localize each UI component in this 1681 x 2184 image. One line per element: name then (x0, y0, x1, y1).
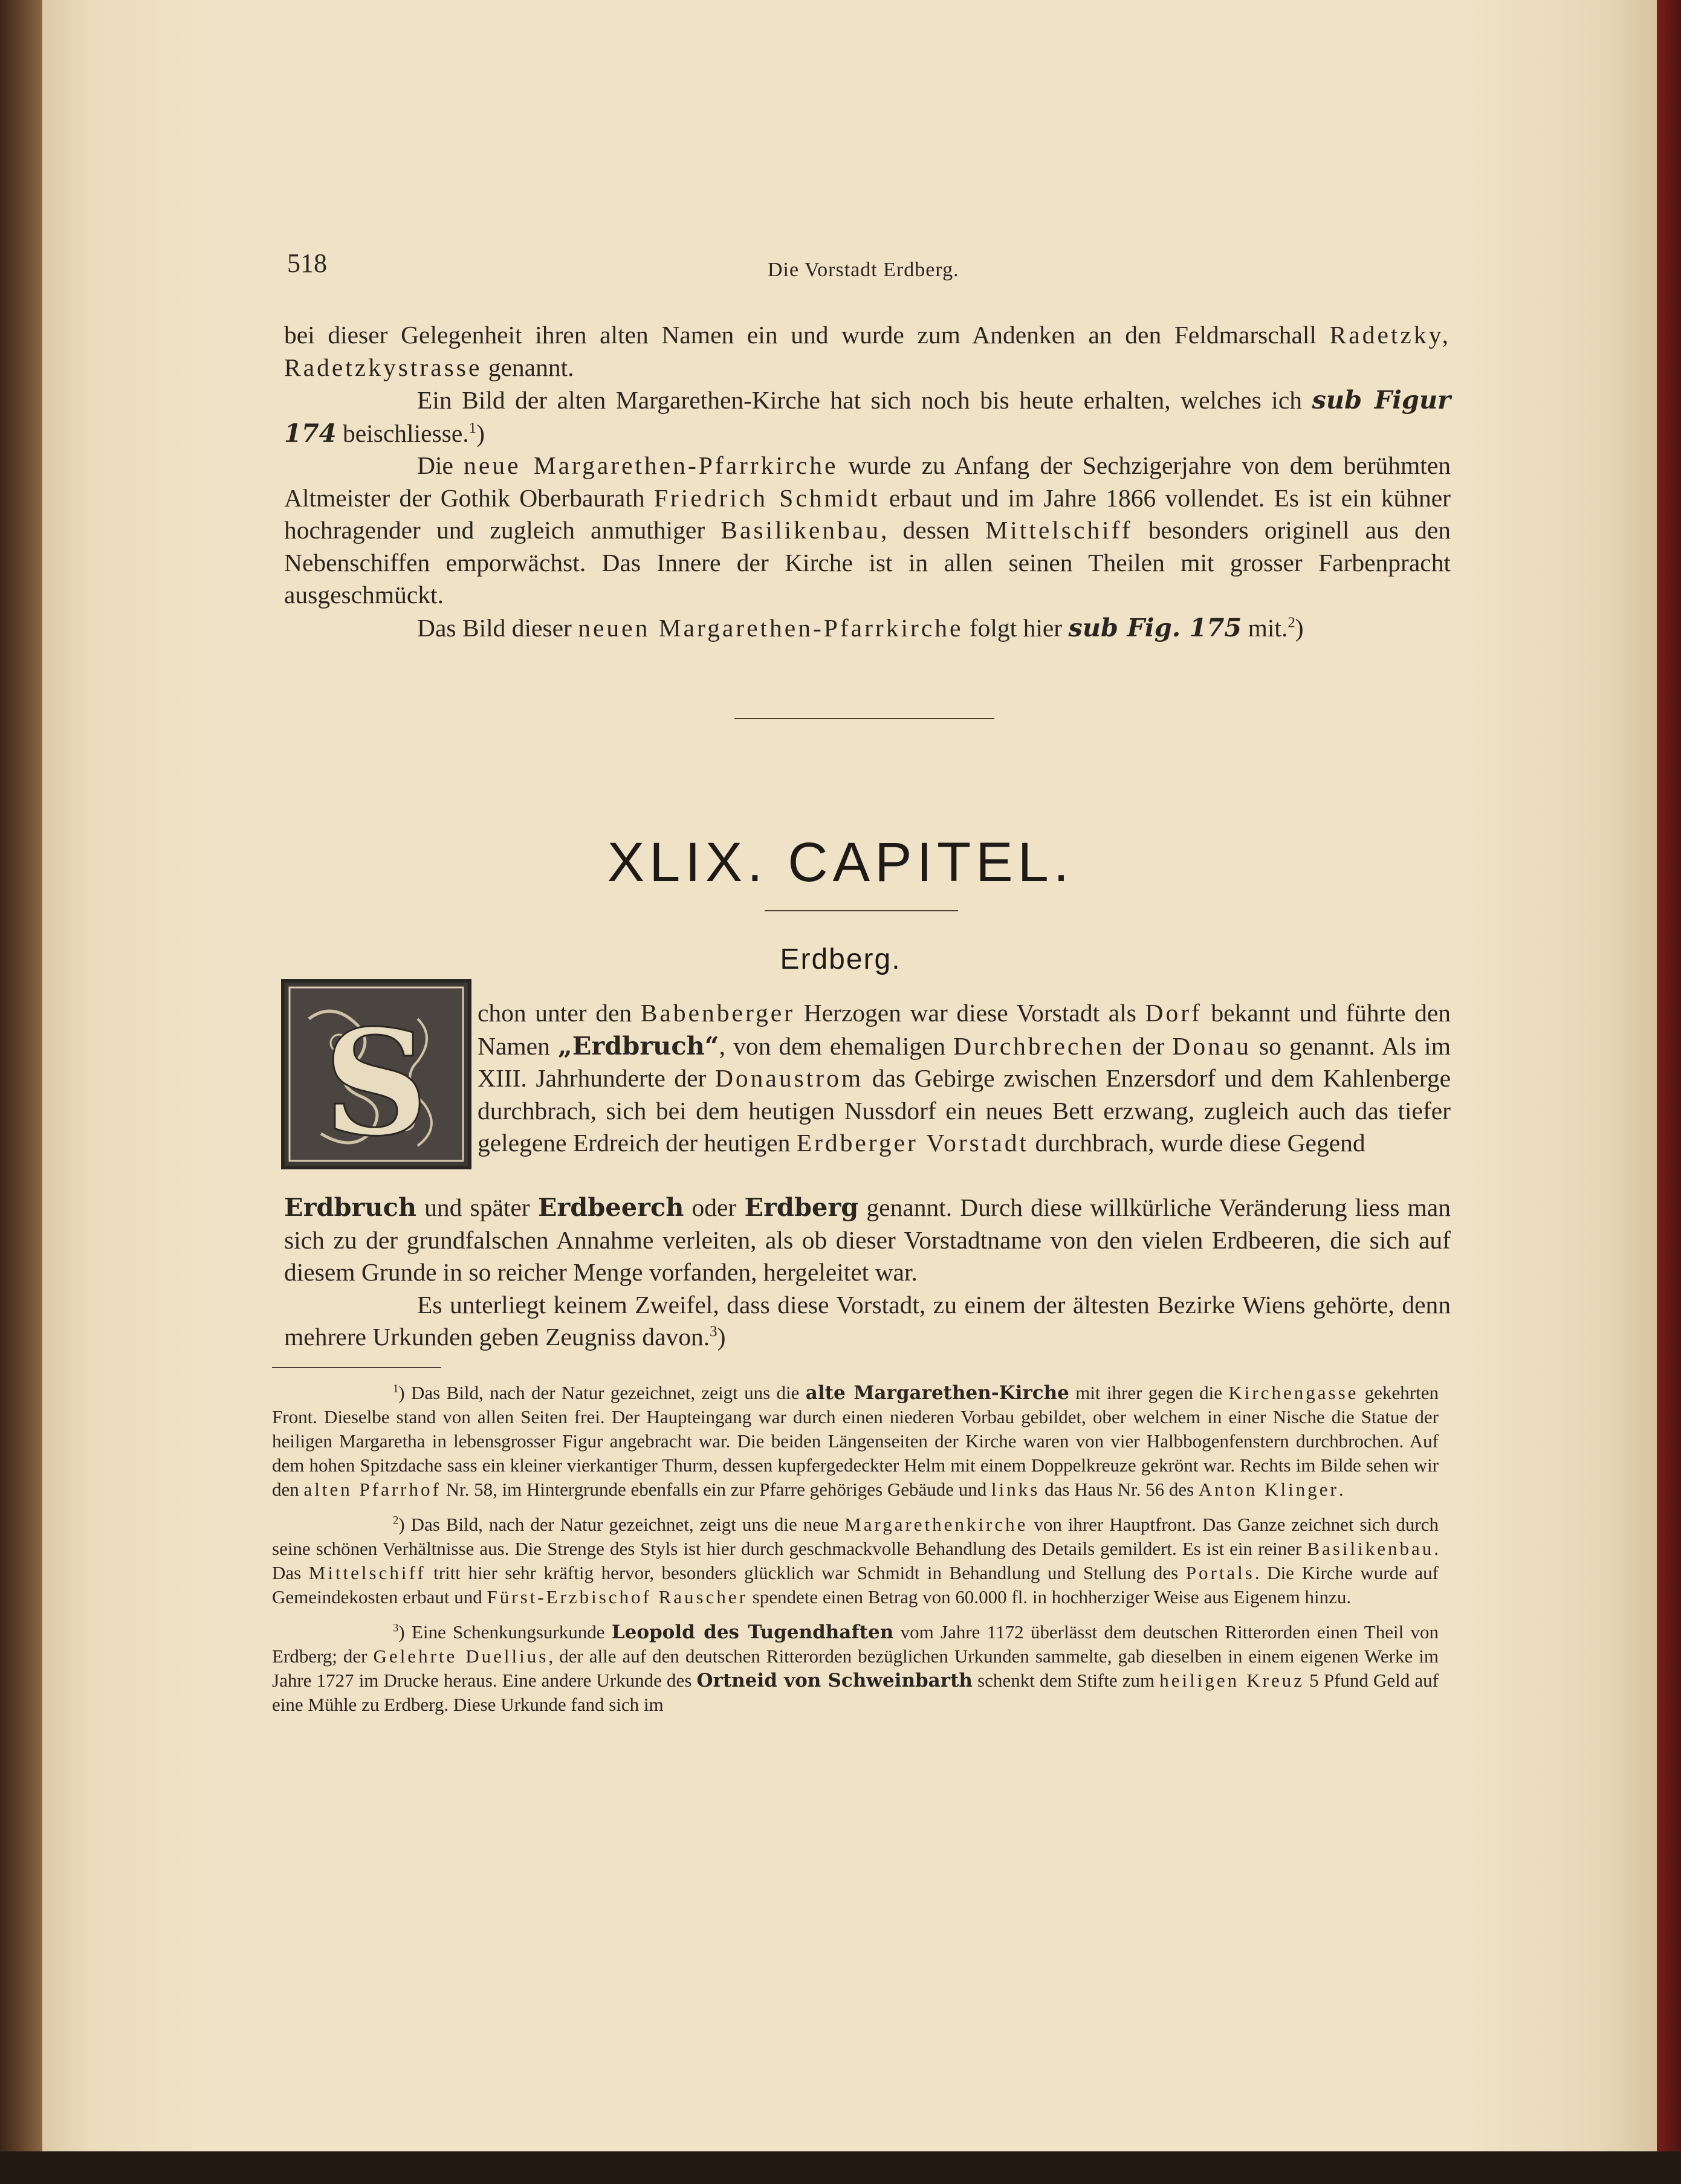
cp1-erdbruch: Erdbruch (284, 1192, 417, 1222)
cp1-erdbruch-quoted: „Erdbruch“ (557, 1030, 719, 1061)
initial-letter: S (323, 998, 429, 1166)
figure-ref-174: sub Figur 174 (284, 385, 1451, 448)
fn3-text-d: schenkt dem Stifte zum (972, 1670, 1160, 1691)
fn2-portals: Portals (1185, 1562, 1255, 1583)
p4-text-b: folgt hier (963, 613, 1069, 642)
footnote-3: $^3$) Eine Schenkungsurkunde Leopold des Tugendhaften vom Jahre 1172 überlässt dem deutschen Ritterorden einen Theil von Erdberg; der Gelehrte Duellius, der alle auf den deutschen Ritterorden bezüglichen Urkunden sammelte, gab dieselben in einem eigenen Werke im Jahre 1727 im Drucke heraus. Eine andere Urkunde des Ortneid von Schweinbarth schenkt dem Stifte zum heiligen Kreuz 5 Pfund Geld auf eine Mühle zu Erdberg. Diese Urkunde fand sich im (272, 1621, 1439, 1715)
fn1-text-a: Das Bild, nach der Natur gezeichnet, zeigt uns die (411, 1382, 806, 1403)
fn1-text-c: gekehrten Front. Dieselbe stand von allen Seiten frei. Der Haupteingang war durch einen niederen Vorbau gebildet, ober welchem in einer Nische die Statue der heiligen Margaretha in lebensgrosser Figur angebracht war. Die beiden Längenseiten der Kirche waren von vier Halbbogenfenstern durchbrochen. Auf dem hohen Spitzdache sass ein kleiner vierkantiger Thurm, dessen kupfergedeckter Helm mit einem Doppelkreuze gekrönt war. Rechts im Bilde sehen wir den (272, 1382, 1439, 1500)
footnote-marker-3: 3 (710, 1323, 717, 1340)
cp1-text-h: durchbrach, wurde diese Gegend (1029, 1129, 1365, 1157)
cp1-text-j: oder (684, 1194, 745, 1221)
footnote-1: $^1$) Das Bild, nach der Natur gezeichnet, zeigt uns die alte Margarethen-Kirche mit ihrer gegen die Kirchengasse gekehrten Front. Dieselbe stand von allen Seiten frei. Der Haupteingang war durch einen niederen Vorbau gebildet, ober welchem in einer Nische die Statue der heiligen Margaretha in lebensgrosser Figur angebracht war. Die beiden Längenseiten der Kirche waren von vier Halbbogenfenstern durchbrochen. Auf dem hohen Spitzdache sass ein kleiner vierkantiger Thurm, dessen kupfergedeckter Helm mit einem Doppelkreuze gekrönt war. Rechts im Bilde sehen wir den alten Pfarrhof Nr. 58, im Hintergrunde ebenfalls ein zur Pfarre gehöriges Gebäude und links das Haus Nr. 56 des Anton Klinger. (272, 1382, 1439, 1500)
p4-text-a: Das Bild dieser (417, 613, 578, 642)
cp1-text-i: und später (416, 1194, 538, 1221)
p2-text: Ein Bild der alten Margarethen-Kirche hat sich noch bis heute erhalten, welches ich (417, 386, 1303, 414)
footnote-2-number: 2 (393, 1514, 399, 1527)
fn2-text-a: Das Bild, nach der Natur gezeichnet, zeigt uns die neue (410, 1514, 845, 1535)
fn3-text-c: , der alle auf den deutschen Ritterorden bezüglichen Urkunden sammelte, gab dieselben in einem eigenen Werke im Jahre 1727 im Drucke heraus. Eine andere Urkunde des (272, 1646, 1439, 1691)
footnote-3-number: 3 (393, 1621, 399, 1635)
scan-bottom-edge (0, 2151, 1681, 2184)
chapter-title: XLIX. CAPITEL. (607, 832, 1074, 893)
cp1-babenberger: Babenberger (640, 999, 795, 1027)
fn1-text-f: . (1338, 1479, 1344, 1500)
fn3-text-e: 5 Pfund Geld auf eine Mühle zu Erdberg. Diese Urkunde fand sich im (272, 1670, 1439, 1715)
chapter-paragraph-1a (478, 997, 1451, 1160)
paragraph-3 (284, 450, 1451, 612)
running-title: Die Vorstadt Erdberg. (768, 259, 959, 281)
chapter-paragraph-1b (284, 1191, 1451, 1289)
p3-name: Friedrich Schmidt (653, 483, 880, 512)
section-divider (734, 718, 994, 719)
p3-text-a: Die (417, 451, 464, 479)
cp1-text-e: der (1124, 1032, 1173, 1060)
paragraph-2: Ein Bild der alten Margarethen-Kirche hat sich noch bis heute erhalten, welches ich sub Figur 174 beischliesse.$^1$) (284, 385, 1451, 448)
chapter-text-bottom (284, 1191, 1451, 1354)
p3-spaced: neue Margarethen-Pfarrkirche (464, 451, 838, 479)
cp1-text-f: so genannt. Als im XIII. Jahrhunderte der (478, 1032, 1451, 1092)
page-number: 518 (287, 248, 327, 278)
fn3-heiligen-kreuz: heiligen Kreuz (1159, 1670, 1305, 1691)
cp2-text: Es unterliegt keinem Zweifel, dass diese Vorstadt, zu einem der ältesten Bezirke Wiens gehörte, denn mehrere Urkunden geben Zeugniss davon. (284, 1290, 1451, 1351)
p3-text-c: erbaut und im Jahre 1866 vollendet. Es ist ein kühner hochragender und zugleich anmuthiger (284, 483, 1451, 544)
cp1-dorf: Dorf (1145, 999, 1202, 1027)
p3-text-e: besonders originell aus den Nebenschiffen emporwächst. Das Innere der Kirche ist in allen seinen Theilen mit grosser Farbenpracht ausgeschmückt. (284, 516, 1451, 609)
fn1-links: links (991, 1479, 1040, 1500)
p4-spaced: neuen Margarethen-Pfarrkirche (578, 613, 964, 642)
p2-text-b: beischliesse. (336, 419, 469, 447)
fn3-duellius: Gelehrte Duellius (373, 1646, 549, 1667)
footnote-marker-2: 2 (1287, 614, 1295, 631)
cp1-text-c: bekannt und führte den Namen (478, 999, 1451, 1060)
footnotes (272, 1381, 1439, 1728)
p4-text-c: mit. (1242, 613, 1288, 642)
chapter-text-top (478, 997, 1451, 1160)
p1-end: genannt. (482, 353, 574, 381)
fn2-basilikenbau: Basilikenbau (1307, 1538, 1434, 1559)
p3-mittelschiff: Mittelschiff (985, 516, 1133, 544)
fn2-text-f: spendete einen Betrag von 60.000 fl. in hochherziger Weise aus Eigenem hinzu. (747, 1586, 1352, 1607)
fn2-text-c: . Das (272, 1538, 1439, 1583)
initial-ornament-icon (285, 983, 468, 1166)
cp1-donau: Donau (1172, 1032, 1251, 1060)
fn3-ortneid: Ortneid von Schweinbarth (696, 1670, 973, 1691)
fn2-margarethenkirche: Margarethenkirche (844, 1514, 1028, 1535)
p3-text-b: wurde zu Anfang der Sechzigerjahre von dem berühmten Altmeister der Gothik Oberbaurath (284, 451, 1451, 512)
p3-text-d: , dessen (881, 516, 986, 544)
fn1-text-d: Nr. 58, im Hintergrunde ebenfalls ein zur Pfarre gehöriges Gebäude und (441, 1479, 992, 1500)
cp1-text-a: chon unter den (478, 999, 641, 1027)
footnote-2: $^2$) Das Bild, nach der Natur gezeichnet, zeigt uns die neue Margarethenkirche von ihrer Hauptfront. Das Ganze zeichnet sich durch seine schönen Verhältnisse aus. Die Strenge des Styls ist hier durch geschmackvolle Behandlung des Details gemildert. Es ist ein reiner Basilikenbau. Das Mittelschiff tritt hier sehr kräftig hervor, besonders glücklich war Schmidt in Behandlung und Stellung des Portals. Die Kirche wurde auf Gemeindekosten erbaut und Fürst-Erzbischof Rauscher spendete einen Betrag von 60.000 fl. in hochherziger Weise aus Eigenem hinzu. (272, 1514, 1439, 1607)
decorated-initial (281, 979, 471, 1169)
fn2-text-e: . Die Kirche wurde auf Gemeindekosten erbaut und (272, 1562, 1439, 1607)
fn3-text-b: vom Jahre 1172 überlässt dem deutschen Ritterorden einen Theil von Erdberg; der (272, 1621, 1439, 1667)
chapter-paragraph-2: Es unterliegt keinem Zweifel, dass diese Vorstadt, zu einem der ältesten Bezirke Wiens gehörte, denn mehrere Urkunden geben Zeugniss davon.$^3$) (284, 1290, 1451, 1351)
fn3-leopold: Leopold des Tugendhaften (611, 1621, 894, 1643)
p1-spaced: Radetzky, Radetzkystrasse (284, 321, 1451, 381)
fn2-mittelschiff: Mittelschiff (308, 1562, 426, 1583)
fn1-text-e: das Haus Nr. 56 des (1040, 1479, 1199, 1500)
fn1-alte-margarethen-kirche: alte Margarethen-Kirche (805, 1382, 1069, 1404)
cp1-erdberger-vorstadt: Erdberger Vorstadt (796, 1129, 1029, 1157)
cp1-text-g: das Gebirge zwischen Enzersdorf und dem Kahlenberge durchbrach, sich bei dem heutigen Nussdorf ein neues Bett erzwang, zugleich auch das tiefer gelegene Erdreich der heutigen (478, 1064, 1451, 1157)
cp1-erdbeerch: Erdbeerch (537, 1192, 684, 1222)
cp1-erdberg: Erdberg (744, 1192, 859, 1222)
fn1-text-b: mit ihrer gegen die (1069, 1382, 1229, 1403)
footnote-marker-1: 1 (468, 419, 477, 436)
figure-ref-175: sub Fig. 175 (1068, 612, 1242, 642)
cp1-text-d: , von dem ehemaligen (719, 1032, 954, 1060)
fn2-text-d: tritt hier sehr kräftig hervor, besonders glücklich war Schmidt in Behandlung und Stellung des (426, 1562, 1186, 1583)
fn1-anton-klinger: Anton Klinger (1198, 1479, 1339, 1500)
cp1-donaustrom: Donaustrom (714, 1064, 864, 1092)
fn3-text-a: Eine Schenkungsurkunde (411, 1621, 612, 1643)
footnote-1-number: 1 (393, 1382, 399, 1395)
p1-text: bei dieser Gelegenheit ihren alten Namen ein und wurde zum Andenken an den Feldmarschall (284, 321, 1317, 349)
chapter-divider (765, 910, 958, 911)
top-text-block (284, 319, 1451, 644)
p3-basilikenbau: Basilikenbau (721, 516, 881, 544)
cp1-durchbrechen: Durchbrechen (953, 1032, 1125, 1060)
cp1-text-b: Herzogen war diese Vorstadt als (795, 999, 1145, 1027)
fn1-alten-pfarrhof: alten Pfarrhof (303, 1479, 441, 1500)
paragraph-4: Das Bild dieser neuen Margarethen-Pfarrkirche folgt hier sub Fig. 175 mit.$^2$) (417, 612, 1304, 642)
fn2-fuerst-erzbischof: Fürst-Erzbischof Rauscher (487, 1586, 748, 1607)
book-cover-edge (1657, 0, 1681, 2184)
section-title: Erdberg. (780, 943, 901, 975)
footnote-separator (272, 1367, 441, 1368)
book-spine (0, 0, 42, 2184)
paragraph-1 (284, 319, 1451, 384)
cp1-text-k: genannt. Durch diese willkürliche Veränderung liess man sich zu der grundfalschen Annahme verleiten, als ob dieser Vorstadtname von den vielen Erdbeeren, die sich auf diesem Grunde in so reicher Menge vorfanden, hergeleitet war. (284, 1194, 1451, 1286)
fn2-text-b: von ihrer Hauptfront. Das Ganze zeichnet sich durch seine schönen Verhältnisse aus. Die Strenge des Styls ist hier durch geschmackvolle Behandlung des Details gemildert. Es ist ein reiner (272, 1514, 1439, 1559)
fn1-kirchengasse: Kirchengasse (1228, 1382, 1359, 1403)
